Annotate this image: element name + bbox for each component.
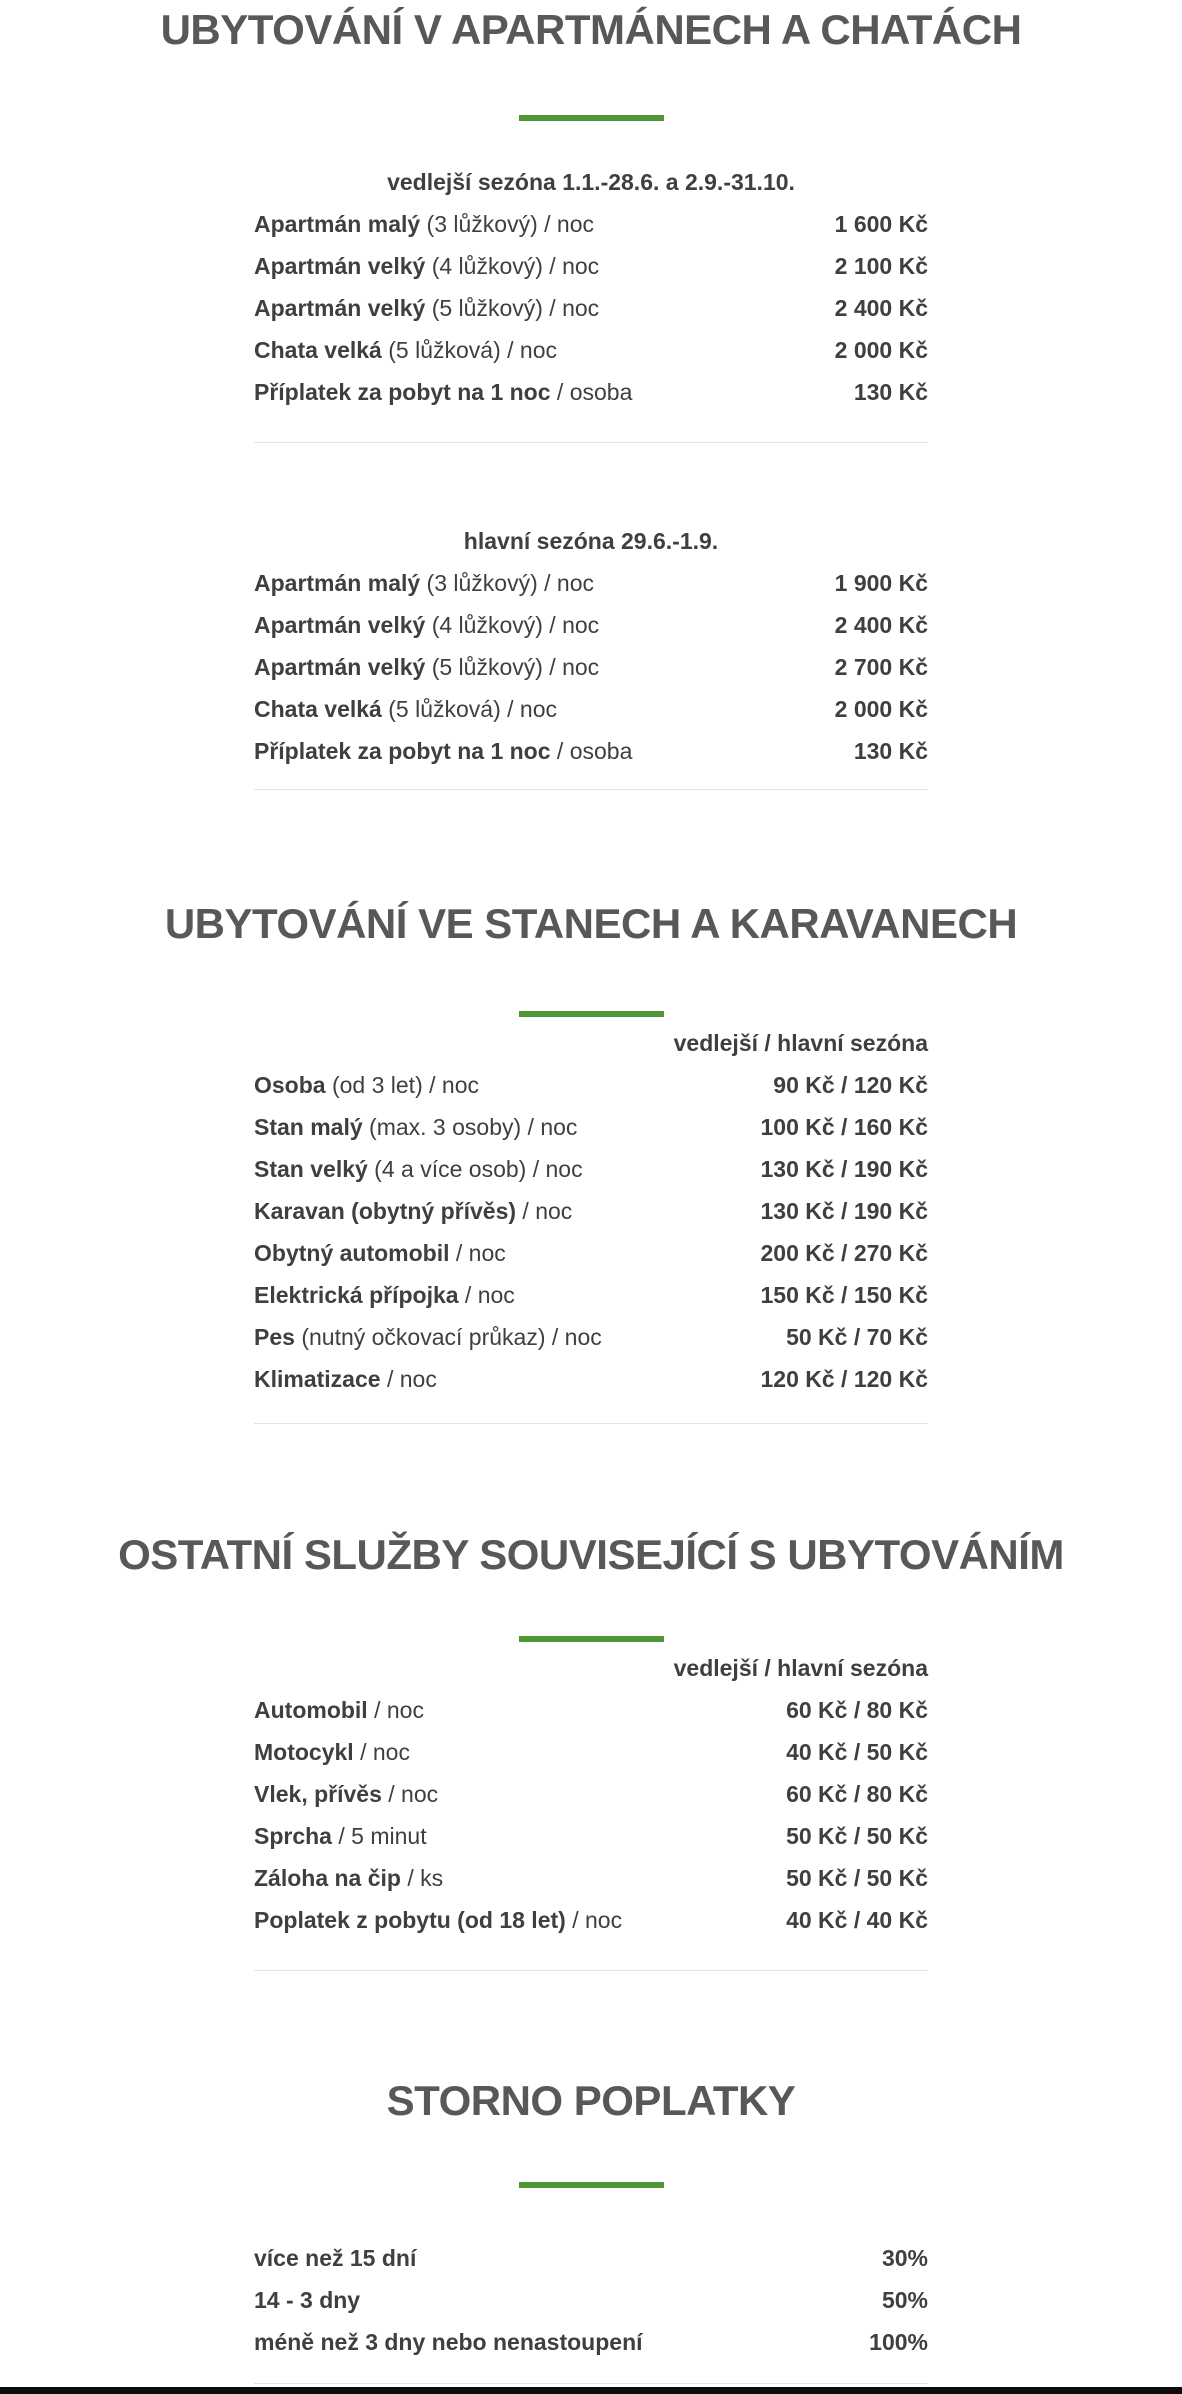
- row-price: 60 Kč / 80 Kč: [786, 1781, 928, 1807]
- table-row: [254, 2321, 928, 2363]
- table-row: [254, 245, 928, 287]
- section-title-cancellation: STORNO POPLATKY: [386, 2077, 796, 2124]
- row-label: [254, 1190, 572, 1232]
- row-label-strong: Pes: [254, 1324, 295, 1350]
- row-label-detail: / ks: [400, 1865, 444, 1891]
- row-label-detail: / noc: [516, 1198, 573, 1224]
- row-label-detail: / osoba: [550, 738, 633, 764]
- row-price: 50 Kč / 50 Kč: [786, 1865, 928, 1891]
- table-row: [254, 1358, 928, 1400]
- row-price: 2 400 Kč: [834, 612, 928, 638]
- row-label-strong: méně než 3 dny nebo nenastoupení: [254, 2329, 643, 2355]
- row-label-strong: Poplatek z pobytu (od 18 let): [254, 1907, 566, 1933]
- row-label: [254, 1232, 506, 1274]
- row-price: 130 Kč: [853, 379, 928, 405]
- season-column-header: vedlejší / hlavní sezóna: [673, 1030, 928, 1056]
- table-row: [254, 1815, 928, 1857]
- section-tents-caravans: [0, 900, 1182, 1424]
- row-label-strong: Apartmán malý: [254, 211, 421, 237]
- price-table-tents: [254, 1022, 928, 1424]
- row-label: [254, 688, 557, 730]
- row-label-detail: (5 lůžková) / noc: [381, 696, 557, 722]
- row-label-detail: / noc: [381, 1781, 439, 1807]
- row-label-strong: Vlek, přívěs: [254, 1781, 382, 1807]
- row-label-strong: Stan malý: [254, 1114, 363, 1140]
- row-label-detail: / osoba: [550, 379, 633, 405]
- row-label: [254, 646, 599, 688]
- row-label-detail: / noc: [449, 1240, 506, 1266]
- row-price: 1 600 Kč: [834, 211, 928, 237]
- row-label-strong: Příplatek za pobyt na 1 noc: [254, 379, 551, 405]
- season-column-header: vedlejší / hlavní sezóna: [673, 1655, 928, 1681]
- table-row: [254, 1731, 928, 1773]
- row-label-detail: / noc: [353, 1739, 410, 1765]
- table-row: [254, 1773, 928, 1815]
- section-other-services: [0, 1531, 1182, 1971]
- green-divider: [519, 2182, 664, 2188]
- section-title-apartments: UBYTOVÁNÍ V APARTMÁNECH A CHATÁCH: [160, 6, 1022, 53]
- row-label-strong: Apartmán velký: [254, 654, 426, 680]
- row-label: [254, 562, 594, 604]
- row-price: 150 Kč / 150 Kč: [760, 1282, 928, 1308]
- row-label: [254, 371, 632, 413]
- table-row: [254, 1689, 928, 1731]
- row-label-strong: Karavan (obytný přívěs): [254, 1198, 517, 1224]
- row-label: [254, 287, 599, 329]
- row-price: 1 900 Kč: [834, 570, 928, 596]
- row-label-detail: (4 lůžkový) / noc: [425, 253, 600, 279]
- row-percentage: 30%: [881, 2245, 928, 2271]
- season-header: vedlejší sezóna 1.1.-28.6. a 2.9.-31.10.: [387, 169, 795, 195]
- section-apartments: [0, 0, 1182, 790]
- row-price: 40 Kč / 50 Kč: [786, 1739, 928, 1765]
- section-title-other-services: OSTATNÍ SLUŽBY SOUVISEJÍCÍ S UBYTOVÁNÍM: [118, 1531, 1064, 1578]
- row-label: [254, 1731, 410, 1773]
- price-table-low-season: [254, 161, 928, 443]
- row-label: [254, 1148, 583, 1190]
- table-row: [254, 371, 928, 413]
- row-label-detail: (5 lůžkový) / noc: [425, 654, 600, 680]
- row-label-detail: (3 lůžkový) / noc: [420, 211, 595, 237]
- row-label-strong: Záloha na čip: [254, 1865, 401, 1891]
- row-price: 200 Kč / 270 Kč: [760, 1240, 928, 1266]
- row-label: [254, 1689, 424, 1731]
- table-row: [254, 646, 928, 688]
- row-label-strong: Chata velká: [254, 337, 382, 363]
- row-label: [254, 604, 599, 646]
- row-price: 120 Kč / 120 Kč: [760, 1366, 928, 1392]
- table-row: [254, 287, 928, 329]
- row-label: [254, 329, 557, 371]
- row-label: [254, 1899, 622, 1941]
- row-label-strong: Příplatek za pobyt na 1 noc: [254, 738, 551, 764]
- price-table-high-season: [254, 520, 928, 790]
- row-price: 130 Kč / 190 Kč: [760, 1198, 928, 1224]
- row-label-strong: více než 15 dní: [254, 2245, 417, 2271]
- row-label-strong: Apartmán velký: [254, 295, 426, 321]
- row-label-strong: 14 - 3 dny: [254, 2287, 361, 2313]
- section-cancellation-fees: [0, 2077, 1182, 2384]
- row-label-strong: Apartmán velký: [254, 253, 426, 279]
- row-label-strong: Klimatizace: [254, 1366, 381, 1392]
- row-price: 90 Kč / 120 Kč: [773, 1072, 928, 1098]
- row-label-strong: Stan velký: [254, 1156, 368, 1182]
- section-title-tents: UBYTOVÁNÍ VE STANECH A KARAVANECH: [164, 900, 1018, 947]
- row-price: 50 Kč / 70 Kč: [786, 1324, 928, 1350]
- row-price: 60 Kč / 80 Kč: [786, 1697, 928, 1723]
- row-price: 2 000 Kč: [834, 696, 928, 722]
- table-row: [254, 2237, 928, 2279]
- table-row: [254, 329, 928, 371]
- season-header: hlavní sezóna 29.6.-1.9.: [463, 528, 719, 554]
- row-label: [254, 1106, 577, 1148]
- row-label-strong: Chata velká: [254, 696, 382, 722]
- row-label: [254, 1316, 602, 1358]
- row-label: [254, 1857, 443, 1899]
- table-row: [254, 1106, 928, 1148]
- table-row: [254, 730, 928, 772]
- table-row: [254, 203, 928, 245]
- row-price: 130 Kč: [853, 738, 928, 764]
- row-price: 40 Kč / 40 Kč: [786, 1907, 928, 1933]
- green-divider: [519, 1636, 664, 1642]
- table-row: [254, 1148, 928, 1190]
- table-row: [254, 1899, 928, 1941]
- row-label-detail: (5 lůžková) / noc: [381, 337, 557, 363]
- row-label-detail: (3 lůžkový) / noc: [420, 570, 595, 596]
- row-label-detail: (5 lůžkový) / noc: [425, 295, 600, 321]
- row-label-detail: (4 a více osob) / noc: [367, 1156, 583, 1182]
- row-label: [254, 203, 594, 245]
- row-percentage: 50%: [881, 2287, 928, 2313]
- row-label-strong: Elektrická přípojka: [254, 1282, 459, 1308]
- table-row: [254, 1274, 928, 1316]
- row-label: [254, 1064, 479, 1106]
- green-divider: [519, 1011, 664, 1017]
- row-label-detail: (nutný očkovací průkaz) / noc: [294, 1324, 602, 1350]
- row-label-strong: Automobil: [254, 1697, 368, 1723]
- row-label-strong: Apartmán malý: [254, 570, 421, 596]
- row-label-detail: (max. 3 osoby) / noc: [362, 1114, 578, 1140]
- row-label-detail: / noc: [367, 1697, 424, 1723]
- table-row: [254, 1857, 928, 1899]
- table-row: [254, 604, 928, 646]
- row-price: 50 Kč / 50 Kč: [786, 1823, 928, 1849]
- row-label-detail: / 5 minut: [331, 1823, 427, 1849]
- price-table-other-services: [254, 1647, 928, 1971]
- row-price: 100 Kč / 160 Kč: [760, 1114, 928, 1140]
- table-row: [254, 688, 928, 730]
- row-label-strong: Motocykl: [254, 1739, 354, 1765]
- row-price: 2 400 Kč: [834, 295, 928, 321]
- footer-dark-band: [0, 2387, 1182, 2394]
- row-price: 2 100 Kč: [834, 253, 928, 279]
- row-label-detail: / noc: [458, 1282, 515, 1308]
- row-label-detail: (4 lůžkový) / noc: [425, 612, 600, 638]
- row-label: [254, 1815, 427, 1857]
- row-label: [254, 730, 632, 772]
- row-price: 130 Kč / 190 Kč: [760, 1156, 928, 1182]
- table-row: [254, 1064, 928, 1106]
- table-row: [254, 1190, 928, 1232]
- row-label-strong: Sprcha: [254, 1823, 332, 1849]
- row-label: [254, 1773, 438, 1815]
- row-percentage: 100%: [869, 2329, 928, 2355]
- row-price: 2 700 Kč: [834, 654, 928, 680]
- row-label: [254, 2279, 360, 2321]
- table-row: [254, 2279, 928, 2321]
- table-row: [254, 562, 928, 604]
- table-row: [254, 1316, 928, 1358]
- row-label-detail: (od 3 let) / noc: [325, 1072, 479, 1098]
- row-price: 2 000 Kč: [834, 337, 928, 363]
- row-label: [254, 2321, 643, 2363]
- row-label: [254, 2237, 416, 2279]
- cancellation-table: [254, 2237, 928, 2384]
- row-label-detail: / noc: [380, 1366, 437, 1392]
- table-row: [254, 1232, 928, 1274]
- row-label: [254, 1274, 515, 1316]
- row-label-strong: Obytný automobil: [254, 1240, 450, 1266]
- row-label-strong: Osoba: [254, 1072, 326, 1098]
- row-label: [254, 1358, 437, 1400]
- row-label: [254, 245, 599, 287]
- row-label-detail: / noc: [565, 1907, 623, 1933]
- row-label-strong: Apartmán velký: [254, 612, 426, 638]
- green-divider: [519, 115, 664, 121]
